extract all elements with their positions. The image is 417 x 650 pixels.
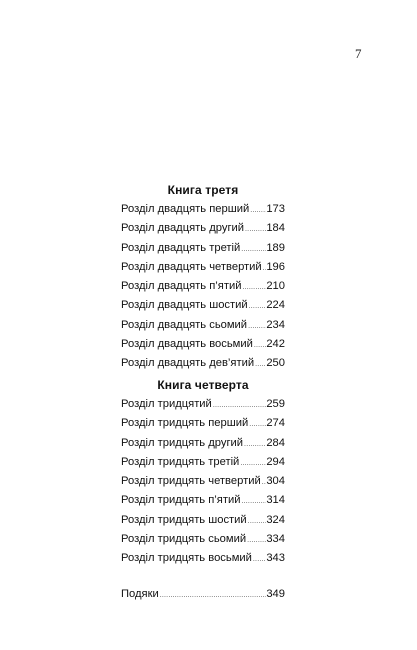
toc-entry-page: 189	[266, 241, 285, 254]
toc-entry-page: 284	[266, 436, 285, 449]
toc-entry-title: Розділ двадцять восьмий	[121, 338, 253, 351]
toc-entry-page: 304	[266, 475, 285, 488]
toc-section-book-four	[121, 376, 285, 569]
toc-entry	[121, 414, 285, 433]
toc-entry-page: 259	[266, 398, 285, 410]
toc-entry-title: Розділ двадцять четвертий	[121, 260, 262, 273]
toc-entry	[121, 530, 285, 549]
toc-entry-page: 242	[266, 338, 285, 351]
dot-leader	[253, 336, 266, 355]
dot-leader	[247, 512, 267, 531]
toc-entry-page: 184	[266, 222, 285, 235]
dot-leader	[246, 531, 266, 550]
toc-section-acknowledgements	[121, 585, 285, 604]
toc-entry	[121, 219, 285, 238]
dot-leader	[159, 586, 267, 605]
toc-entry-page: 234	[266, 318, 285, 331]
toc-entry-title: Розділ тридцятий	[121, 398, 212, 410]
toc-entry-page: 324	[266, 513, 285, 526]
dot-leader	[252, 550, 266, 569]
toc-entry	[121, 354, 285, 373]
toc-entry	[121, 200, 285, 219]
dot-leader	[248, 415, 266, 434]
dot-leader	[249, 201, 266, 220]
dot-leader	[241, 278, 266, 297]
toc-entry-title: Розділ двадцять другий	[121, 222, 245, 235]
toc-entry	[121, 511, 285, 530]
toc-entry-page: 343	[266, 552, 285, 565]
toc-entry-title: Розділ тридцять шостий	[121, 513, 247, 526]
toc-entry-title: Розділ тридцять п’ятий	[121, 494, 241, 507]
toc-entry-title: Розділ двадцять шостий	[121, 299, 248, 312]
toc-entry-title: Подяки	[121, 588, 159, 600]
toc-entry-page: 173	[266, 203, 285, 215]
toc-entry-page: 334	[266, 533, 285, 546]
toc-entry	[121, 395, 285, 414]
toc-entry	[121, 549, 285, 568]
toc-entry-title: Розділ тридцять сьомий	[121, 533, 247, 546]
dot-leader	[254, 355, 266, 374]
toc-entry	[121, 239, 285, 258]
dot-leader	[247, 317, 266, 336]
toc-entry-page: 314	[266, 494, 285, 507]
toc-entry-title: Розділ тридцять другий	[121, 436, 244, 449]
dot-leader	[212, 396, 267, 415]
toc-entry-page: 274	[266, 417, 285, 430]
toc-entry	[121, 316, 285, 335]
toc-section-book-three	[121, 181, 285, 374]
book-heading: Книга четверта	[157, 378, 249, 392]
toc-entry-title: Розділ тридцять третій	[121, 455, 240, 468]
toc-entry-title: Розділ двадцять третій	[121, 241, 241, 254]
toc-entry-title: Розділ двадцять сьомий	[121, 318, 248, 331]
toc-entry	[121, 335, 285, 354]
toc-entry	[121, 453, 285, 472]
toc-entry-title: Розділ тридцять перший	[121, 417, 249, 430]
dot-leader	[244, 220, 266, 239]
dot-leader	[248, 297, 267, 316]
toc-entry-acknowledgements	[121, 585, 285, 604]
dot-leader	[239, 454, 266, 473]
toc-entry	[121, 296, 285, 315]
toc-entry-title: Розділ двадцять дев’ятий	[121, 357, 255, 370]
book-heading: Книга третя	[167, 183, 239, 197]
toc-entry	[121, 277, 285, 296]
page-number: 7	[355, 46, 362, 61]
toc-entry	[121, 491, 285, 510]
toc-entry-title: Розділ тридцять четвертий	[121, 475, 261, 488]
toc-entry-page: 250	[266, 357, 285, 370]
dot-leader	[240, 492, 266, 511]
dot-leader	[243, 435, 266, 454]
toc-entry-page: 210	[266, 280, 285, 293]
toc-entry	[121, 472, 285, 491]
toc-entry-page: 349	[266, 588, 285, 600]
toc-entry-title: Розділ двадцять перший	[121, 203, 250, 215]
toc-entry-page: 224	[266, 299, 285, 312]
toc-entry-page: 196	[266, 260, 285, 273]
toc-entry	[121, 258, 285, 277]
toc-entry-title: Розділ тридцять восьмий	[121, 552, 252, 565]
toc-entry	[121, 434, 285, 453]
dot-leader	[240, 240, 266, 259]
toc-entry-title: Розділ двадцять п’ятий	[121, 280, 242, 293]
toc-entry-page: 294	[266, 455, 285, 468]
